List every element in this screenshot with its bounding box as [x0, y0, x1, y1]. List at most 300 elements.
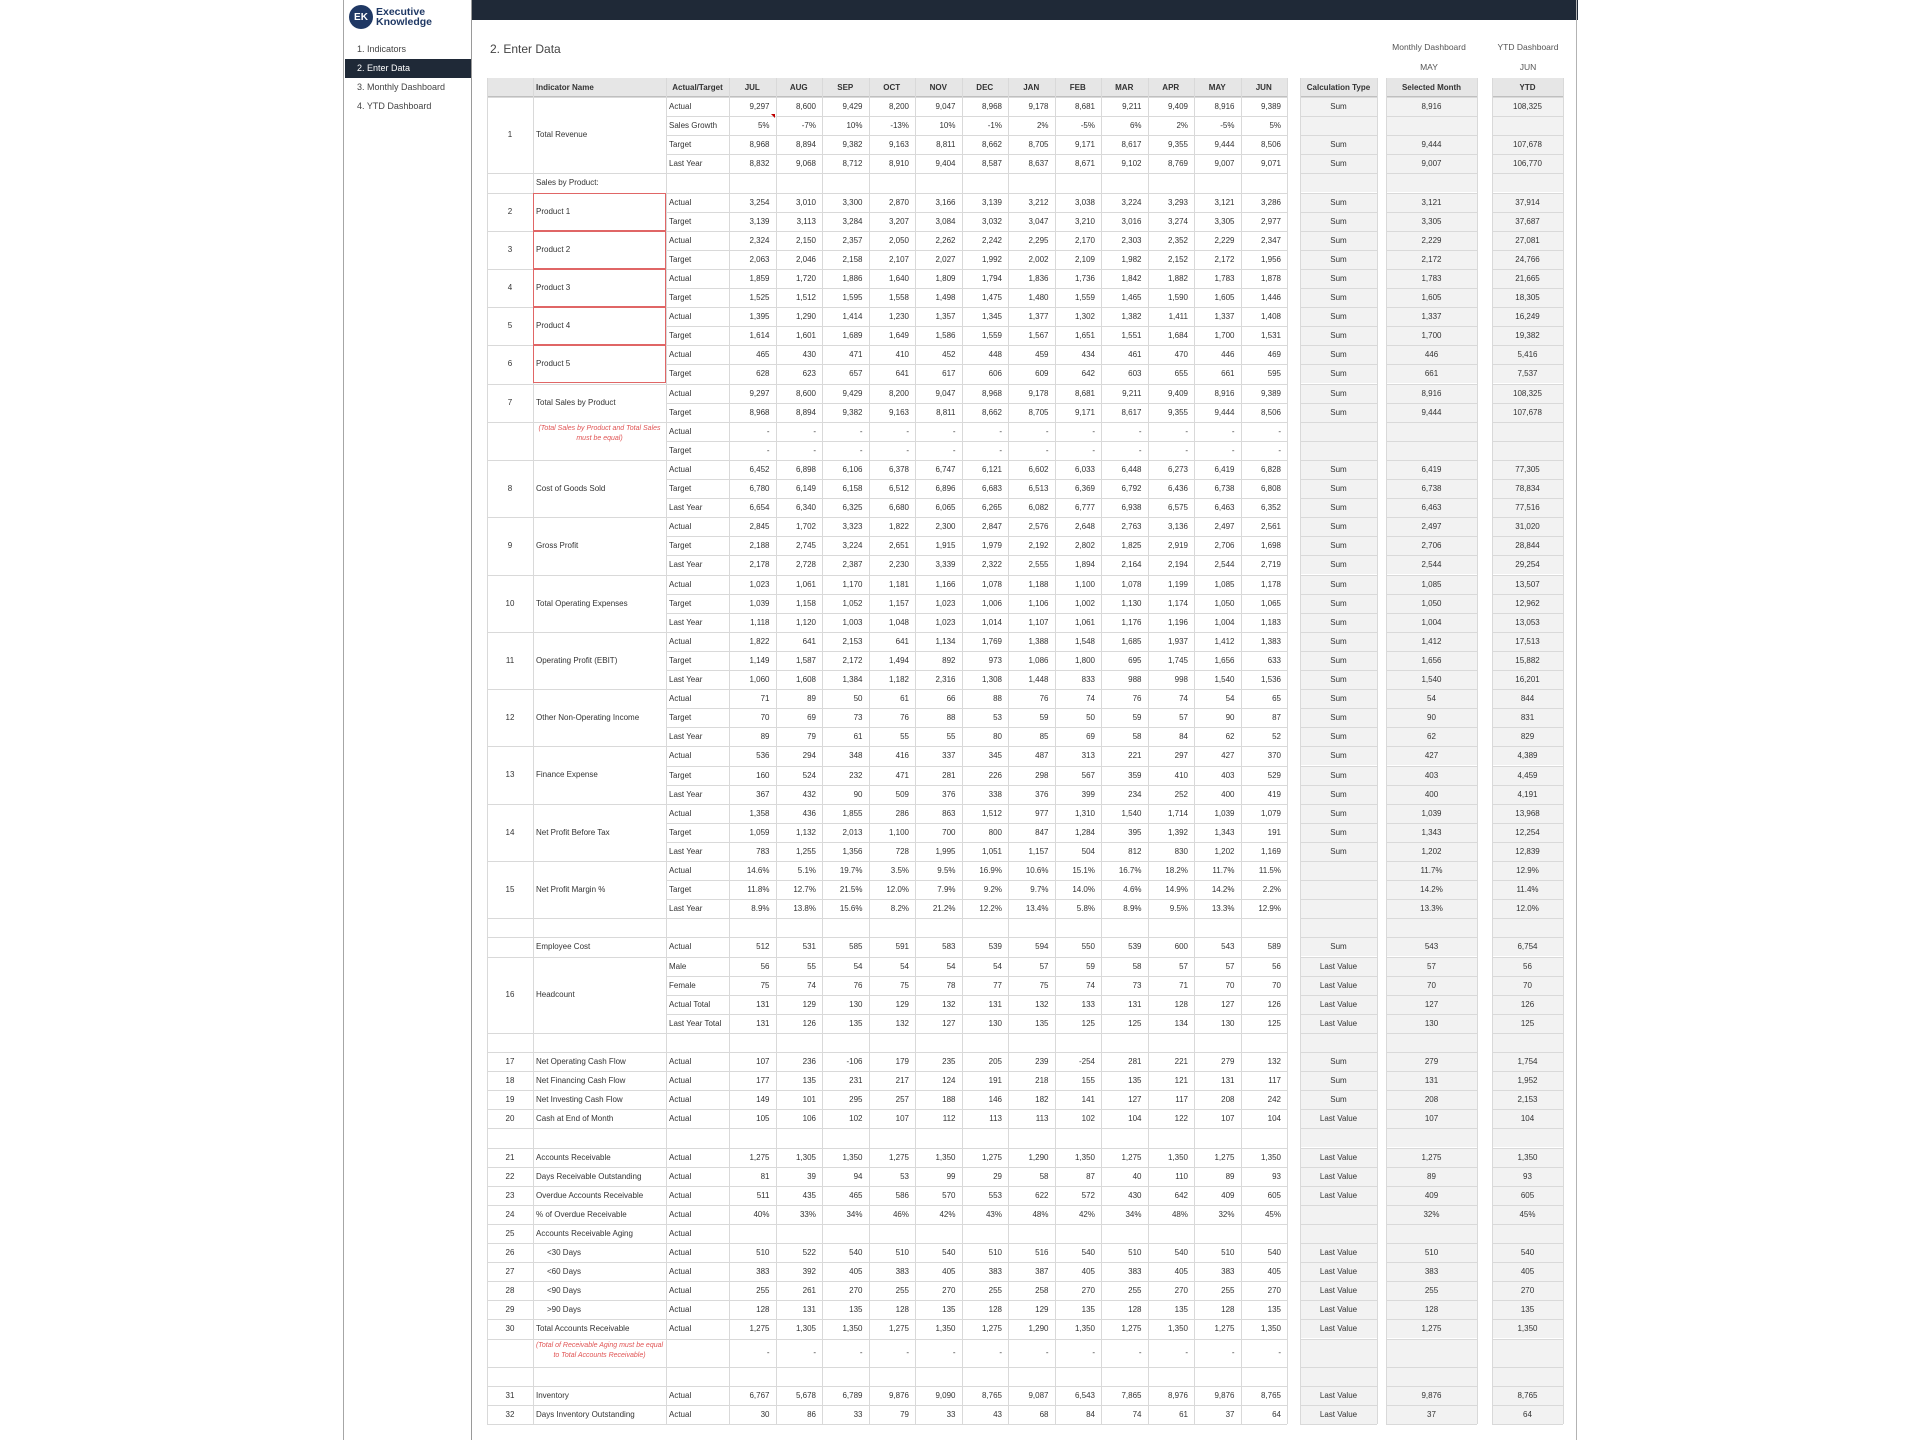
data-cell-oct[interactable]: 591	[895, 942, 909, 952]
indicator-name[interactable]: <30 Days	[547, 1248, 582, 1257]
data-cell-dec[interactable]: 6,121	[981, 464, 1002, 474]
data-cell-apr[interactable]: 655	[1174, 369, 1188, 379]
data-cell-jul[interactable]: 75	[760, 980, 770, 990]
data-cell-dec[interactable]: 8,968	[981, 388, 1002, 398]
data-cell-jan[interactable]: 609	[1035, 369, 1049, 379]
data-cell-feb[interactable]: 155	[1081, 1076, 1095, 1086]
data-cell-nov[interactable]: 66	[946, 694, 956, 704]
data-cell-jun[interactable]: 93	[1272, 1171, 1281, 1181]
data-cell-mar[interactable]: 6,448	[1121, 464, 1142, 474]
data-cell-nov[interactable]: 583	[942, 942, 956, 952]
data-cell-apr[interactable]: 1,882	[1167, 273, 1188, 283]
data-cell-dec[interactable]: 606	[988, 369, 1002, 379]
data-cell-jun[interactable]: 104	[1267, 1114, 1281, 1124]
data-cell-jul[interactable]: 1,118	[750, 617, 770, 627]
data-cell-jul[interactable]: 1,275	[749, 1152, 770, 1162]
data-cell-aug[interactable]: 2,728	[795, 560, 816, 570]
data-cell-oct[interactable]: 6,378	[888, 464, 909, 474]
data-cell-nov[interactable]: -	[952, 445, 956, 455]
data-cell-jul[interactable]: 71	[760, 694, 770, 704]
data-cell-apr[interactable]: 57	[1179, 713, 1188, 723]
data-cell-nov[interactable]: 9,404	[935, 159, 956, 169]
data-cell-oct[interactable]: 2,107	[888, 254, 909, 264]
data-cell-feb[interactable]: 313	[1081, 751, 1095, 761]
indicator-name[interactable]: Net Financing Cash Flow	[536, 1076, 626, 1086]
data-cell-nov[interactable]: 570	[942, 1190, 956, 1200]
data-cell-dec[interactable]: 131	[988, 999, 1002, 1009]
data-cell-jun[interactable]: 419	[1267, 789, 1281, 799]
data-cell-mar[interactable]: 6,792	[1121, 484, 1142, 493]
data-cell-nov[interactable]: 54	[946, 961, 956, 971]
data-cell-apr[interactable]: 6,273	[1167, 464, 1188, 474]
data-cell-dec[interactable]: 191	[988, 1076, 1002, 1086]
data-cell-jan[interactable]: 1,448	[1028, 675, 1049, 684]
data-cell-feb[interactable]: 2,170	[1074, 235, 1095, 245]
data-cell-sep[interactable]: 232	[849, 770, 863, 780]
data-cell-dec[interactable]: 146	[988, 1095, 1002, 1105]
data-cell-feb[interactable]: 50	[1086, 713, 1095, 723]
data-cell-jul[interactable]: 6,452	[749, 464, 770, 474]
data-cell-dec[interactable]: 205	[988, 1057, 1002, 1066]
data-cell-jan[interactable]: 2,192	[1028, 541, 1049, 551]
data-cell-jul[interactable]: 131	[756, 999, 770, 1009]
data-cell-may[interactable]: 1,004	[1214, 617, 1235, 627]
indicator-name[interactable]: Net Investing Cash Flow	[536, 1095, 623, 1105]
data-cell-mar[interactable]: 988	[1128, 675, 1142, 684]
data-cell-apr[interactable]: 3,293	[1167, 197, 1188, 207]
indicator-name[interactable]: Total Sales by Product	[536, 397, 616, 407]
data-cell-jan[interactable]: 594	[1035, 942, 1049, 952]
data-cell-aug[interactable]: 5,678	[795, 1391, 816, 1401]
data-cell-apr[interactable]: 135	[1174, 1305, 1188, 1315]
data-cell-sep[interactable]: 1,350	[842, 1324, 863, 1334]
data-cell-apr[interactable]: 1,714	[1167, 808, 1188, 818]
data-cell-may[interactable]: 510	[1221, 1248, 1235, 1257]
data-cell-oct[interactable]: 1,494	[888, 655, 909, 665]
data-cell-feb[interactable]: 9,171	[1074, 407, 1095, 417]
data-cell-mar[interactable]: -	[1138, 1347, 1142, 1357]
data-cell-jan[interactable]: 258	[1035, 1286, 1049, 1296]
data-cell-apr[interactable]: 8,976	[1167, 1391, 1188, 1401]
data-cell-oct[interactable]: 286	[895, 808, 909, 818]
indicator-name[interactable]: Total Accounts Receivable	[536, 1324, 630, 1334]
data-cell-jun[interactable]: 1,183	[1260, 617, 1281, 627]
data-cell-jul[interactable]: 8,968	[749, 407, 770, 417]
data-cell-jul[interactable]: 367	[756, 789, 770, 799]
data-cell-mar[interactable]: 1,465	[1121, 293, 1142, 302]
data-cell-oct[interactable]: 383	[895, 1267, 909, 1277]
data-cell-aug[interactable]: 33%	[799, 1209, 816, 1219]
data-cell-may[interactable]: 1,202	[1214, 846, 1235, 856]
data-cell-feb[interactable]: 1,350	[1074, 1324, 1095, 1334]
data-cell-jul[interactable]: 1,358	[749, 808, 770, 818]
data-cell-apr[interactable]: 128	[1174, 999, 1188, 1009]
data-cell-may[interactable]: 1,275	[1214, 1152, 1235, 1162]
data-cell-jun[interactable]: 370	[1267, 751, 1281, 761]
data-cell-mar[interactable]: 127	[1128, 1095, 1142, 1105]
data-cell-may[interactable]: 9,876	[1214, 1391, 1235, 1401]
data-cell-nov[interactable]: 135	[942, 1305, 956, 1315]
data-cell-apr[interactable]: 9,355	[1167, 407, 1188, 417]
data-cell-nov[interactable]: 1,023	[935, 617, 956, 627]
data-cell-feb[interactable]: 74	[1086, 694, 1095, 704]
data-cell-nov[interactable]: 1,134	[935, 636, 956, 646]
data-cell-aug[interactable]: 6,898	[795, 464, 816, 474]
data-cell-jul[interactable]: 9,297	[749, 388, 770, 398]
data-cell-dec[interactable]: 80	[993, 732, 1002, 742]
data-cell-feb[interactable]: 642	[1081, 369, 1095, 379]
data-cell-dec[interactable]: -	[999, 445, 1002, 455]
data-cell-nov[interactable]: 124	[942, 1076, 956, 1086]
data-cell-aug[interactable]: 2,745	[795, 541, 816, 551]
data-cell-mar[interactable]: 9,211	[1122, 388, 1142, 398]
data-cell-nov[interactable]: 1,498	[935, 293, 956, 302]
data-cell-feb[interactable]: 405	[1081, 1267, 1095, 1277]
data-cell-jun[interactable]	[1241, 1224, 1288, 1243]
data-cell-sep[interactable]: 270	[849, 1286, 863, 1296]
data-cell-nov[interactable]: 78	[946, 980, 956, 990]
data-cell-may[interactable]: 446	[1221, 350, 1235, 360]
data-cell-dec[interactable]: 3,139	[981, 197, 1002, 207]
data-cell-may[interactable]: 3,305	[1214, 216, 1235, 226]
data-cell-jun[interactable]: 1,536	[1260, 675, 1281, 684]
data-cell-mar[interactable]: -	[1138, 445, 1142, 455]
data-cell-may[interactable]: 1,656	[1214, 655, 1235, 665]
data-cell-jan[interactable]: 135	[1035, 1018, 1049, 1028]
data-cell-sep[interactable]: 50	[853, 694, 863, 704]
indicator-name[interactable]: Operating Profit (EBIT)	[536, 655, 618, 665]
data-cell-jul[interactable]: -	[766, 1347, 770, 1357]
data-cell-nov[interactable]: 2,027	[935, 254, 956, 264]
data-cell-jul[interactable]: 510	[756, 1248, 770, 1257]
data-cell-may[interactable]: -	[1231, 426, 1235, 436]
data-cell-mar[interactable]: 234	[1128, 789, 1142, 799]
data-cell-jun[interactable]: 70	[1272, 980, 1281, 990]
data-cell-aug[interactable]: 69	[807, 713, 816, 723]
data-cell-jul[interactable]: 2,063	[749, 254, 770, 264]
indicator-name[interactable]: Accounts Receivable Aging	[536, 1228, 633, 1238]
ytd-dashboard-link[interactable]: YTD Dashboard	[1497, 42, 1559, 52]
data-cell-oct[interactable]: 1,181	[888, 579, 909, 589]
data-cell-jun[interactable]: 6,352	[1260, 503, 1281, 513]
data-cell-aug[interactable]: 8,894	[795, 407, 816, 417]
data-cell-may[interactable]: 9,444	[1214, 140, 1235, 150]
data-cell-aug[interactable]: 236	[802, 1057, 816, 1066]
data-cell-aug[interactable]: 1,158	[795, 598, 816, 608]
data-cell-jul[interactable]: 512	[756, 942, 770, 952]
data-cell-sep[interactable]: 61	[853, 732, 863, 742]
data-cell-dec[interactable]: 448	[988, 350, 1002, 360]
data-cell-jul[interactable]: 536	[756, 751, 770, 761]
data-cell-mar[interactable]: 2,303	[1121, 235, 1142, 245]
data-cell-oct[interactable]: 3,207	[888, 216, 909, 226]
indicator-name[interactable]: Overdue Accounts Receivable	[536, 1190, 644, 1200]
data-cell-jan[interactable]: 6,082	[1028, 503, 1049, 513]
data-cell-sep[interactable]: 6,325	[842, 503, 863, 513]
data-cell-apr[interactable]: 74	[1179, 694, 1188, 704]
data-cell-jan[interactable]	[1008, 1224, 1055, 1243]
data-cell-aug[interactable]: 392	[802, 1267, 816, 1277]
data-cell-sep[interactable]: 2,172	[842, 655, 863, 665]
indicator-name[interactable]: <90 Days	[547, 1286, 582, 1296]
data-cell-jan[interactable]: 516	[1035, 1248, 1049, 1257]
data-cell-jul[interactable]: 105	[756, 1114, 770, 1124]
data-cell-oct[interactable]: 132	[895, 1018, 909, 1028]
data-cell-mar[interactable]: 2,164	[1121, 560, 1142, 570]
data-cell-mar[interactable]: 383	[1128, 1267, 1142, 1277]
data-cell-dec[interactable]: 3,032	[981, 216, 1002, 226]
data-cell-feb[interactable]: 2,648	[1074, 522, 1095, 532]
data-cell-jun[interactable]: 2,347	[1260, 235, 1281, 245]
data-cell-jun[interactable]: 589	[1267, 942, 1281, 952]
data-cell-apr[interactable]: 1,350	[1167, 1152, 1188, 1162]
data-cell-jun[interactable]: 540	[1267, 1248, 1281, 1257]
data-cell-feb[interactable]: 550	[1081, 942, 1095, 952]
data-cell-mar[interactable]: 6%	[1129, 121, 1142, 131]
data-cell-apr[interactable]: 71	[1179, 980, 1188, 990]
data-cell-may[interactable]: 107	[1221, 1114, 1235, 1124]
indicator-name[interactable]: Total Revenue	[536, 130, 588, 139]
data-cell-may[interactable]: 130	[1221, 1018, 1235, 1028]
data-cell-apr[interactable]: 2,194	[1167, 560, 1188, 570]
indicator-name[interactable]: Other Non-Operating Income	[536, 713, 640, 723]
data-cell-nov[interactable]	[915, 1224, 962, 1243]
data-cell-jan[interactable]: 9,087	[1028, 1391, 1049, 1401]
indicator-name[interactable]: % of Overdue Receivable	[536, 1209, 627, 1219]
data-cell-nov[interactable]: 42%	[939, 1209, 956, 1219]
data-cell-nov[interactable]: 21.2%	[932, 904, 956, 914]
data-cell-feb[interactable]: 1,651	[1074, 331, 1095, 341]
data-cell-jun[interactable]: 405	[1267, 1267, 1281, 1277]
data-cell-dec[interactable]: 8,587	[981, 159, 1002, 169]
data-cell-mar[interactable]: 539	[1128, 942, 1142, 952]
data-cell-jun[interactable]: 469	[1267, 350, 1281, 360]
data-cell-feb[interactable]: 399	[1081, 789, 1095, 799]
data-cell-oct[interactable]: -	[906, 426, 909, 436]
data-cell-apr[interactable]: 1,590	[1167, 293, 1188, 302]
data-cell-mar[interactable]: 3,224	[1121, 197, 1142, 207]
data-cell-may[interactable]: 57	[1225, 961, 1235, 971]
data-cell-oct[interactable]	[869, 1224, 916, 1243]
indicator-name[interactable]: Net Profit Margin %	[536, 885, 606, 894]
data-cell-apr[interactable]: 540	[1174, 1248, 1188, 1257]
data-cell-mar[interactable]: 2,763	[1121, 522, 1142, 532]
data-cell-dec[interactable]: 1,475	[981, 293, 1002, 302]
data-cell-aug[interactable]: 1,290	[795, 312, 816, 322]
data-cell-jan[interactable]: 129	[1035, 1305, 1049, 1315]
data-cell-jan[interactable]: 1,480	[1028, 293, 1049, 302]
data-cell-aug[interactable]: 6,340	[795, 503, 816, 513]
data-cell-feb[interactable]: 270	[1081, 1286, 1095, 1296]
data-cell-jan[interactable]: 977	[1035, 808, 1049, 818]
data-cell-dec[interactable]: 973	[988, 655, 1002, 665]
data-cell-nov[interactable]: 1,995	[935, 846, 956, 856]
data-cell-feb[interactable]: 6,033	[1074, 464, 1095, 474]
data-cell-nov[interactable]: 3,084	[935, 216, 956, 226]
data-cell-aug[interactable]: 1,120	[795, 617, 816, 627]
data-cell-nov[interactable]: 700	[942, 827, 956, 837]
data-cell-nov[interactable]: 863	[942, 808, 956, 818]
data-cell-nov[interactable]: 9,090	[935, 1391, 956, 1401]
data-cell-oct[interactable]: 107	[895, 1114, 909, 1124]
data-cell-nov[interactable]: 112	[942, 1114, 956, 1124]
indicator-name[interactable]: Net Profit Before Tax	[536, 827, 610, 837]
data-cell-may[interactable]: 90	[1225, 713, 1235, 723]
data-cell-oct[interactable]: 1,048	[888, 617, 909, 627]
data-cell-sep[interactable]: 1,384	[842, 675, 863, 684]
data-cell-feb[interactable]: 833	[1081, 675, 1095, 684]
data-cell-jun[interactable]: 1,169	[1260, 846, 1281, 856]
data-cell-oct[interactable]: 2,870	[888, 197, 909, 207]
data-cell-jan[interactable]: 1,290	[1028, 1152, 1049, 1162]
data-cell-may[interactable]: 62	[1225, 732, 1235, 742]
data-cell-feb[interactable]: 84	[1086, 1410, 1095, 1420]
data-cell-mar[interactable]: 9,211	[1122, 102, 1142, 111]
data-cell-mar[interactable]: 9,102	[1121, 159, 1142, 169]
data-cell-mar[interactable]: 1,842	[1121, 273, 1142, 283]
data-cell-mar[interactable]: 395	[1128, 827, 1142, 837]
data-cell-jun[interactable]: 87	[1272, 713, 1281, 723]
data-cell-sep[interactable]: 9,382	[842, 407, 863, 417]
data-cell-oct[interactable]: 1,558	[888, 293, 909, 302]
data-cell-may[interactable]: 1,700	[1214, 331, 1235, 341]
indicator-name[interactable]: Product 3	[536, 282, 571, 292]
data-cell-jun[interactable]: 6,808	[1260, 484, 1281, 493]
data-cell-sep[interactable]: 9,429	[842, 388, 863, 398]
data-cell-may[interactable]: -	[1231, 445, 1235, 455]
data-cell-jul[interactable]: 465	[756, 350, 770, 360]
data-cell-jun[interactable]: -	[1278, 445, 1281, 455]
data-cell-jun[interactable]: 595	[1267, 369, 1281, 379]
data-cell-jun[interactable]: 1,350	[1260, 1152, 1281, 1162]
data-cell-aug[interactable]: 435	[802, 1190, 816, 1200]
data-cell-may[interactable]: -	[1231, 1347, 1235, 1357]
data-cell-oct[interactable]: 8,200	[888, 102, 909, 111]
data-cell-aug[interactable]: 1,587	[795, 655, 816, 665]
data-cell-jan[interactable]: 459	[1035, 350, 1049, 360]
data-cell-aug[interactable]: 3,010	[795, 197, 816, 207]
data-cell-dec[interactable]: 1,979	[981, 541, 1002, 551]
data-cell-feb[interactable]: 1,350	[1074, 1152, 1095, 1162]
data-cell-apr[interactable]: 600	[1174, 942, 1188, 952]
data-cell-nov[interactable]: -	[952, 1347, 956, 1357]
data-cell-jun[interactable]: -	[1278, 1347, 1281, 1357]
data-cell-mar[interactable]: 430	[1128, 1190, 1142, 1200]
data-cell-jan[interactable]: 6,513	[1028, 484, 1049, 493]
data-cell-apr[interactable]: 6,575	[1167, 503, 1188, 513]
data-cell-aug[interactable]: 641	[802, 636, 816, 646]
data-cell-aug[interactable]: 8,600	[795, 102, 816, 111]
data-cell-apr[interactable]: 2,352	[1167, 235, 1188, 245]
data-cell-dec[interactable]: 1,794	[981, 273, 1002, 283]
data-cell-apr[interactable]: 1,937	[1167, 636, 1188, 646]
data-cell-jul[interactable]: 177	[756, 1076, 770, 1086]
data-cell-jun[interactable]: 1,408	[1260, 312, 1281, 322]
data-cell-oct[interactable]: 6,512	[888, 484, 909, 493]
data-cell-sep[interactable]: 6,158	[842, 484, 863, 493]
data-cell-aug[interactable]: 13.8%	[793, 904, 816, 914]
data-cell-may[interactable]: 409	[1221, 1190, 1235, 1200]
data-cell-sep[interactable]: 73	[853, 713, 863, 723]
data-cell-jun[interactable]: 45%	[1264, 1209, 1281, 1219]
data-cell-may[interactable]: 403	[1221, 770, 1235, 780]
indicator-name[interactable]: Finance Expense	[536, 770, 598, 780]
data-cell-dec[interactable]: 130	[988, 1018, 1002, 1028]
data-cell-aug[interactable]: 436	[802, 808, 816, 818]
data-cell-apr[interactable]: 117	[1175, 1095, 1188, 1105]
data-cell-jan[interactable]: 622	[1035, 1190, 1049, 1200]
data-cell-apr[interactable]: 221	[1174, 1057, 1188, 1066]
data-cell-jun[interactable]: 9,389	[1260, 388, 1281, 398]
data-cell-jan[interactable]: 75	[1039, 980, 1049, 990]
data-cell-jun[interactable]: 8,506	[1260, 140, 1281, 150]
data-cell-dec[interactable]: 43	[993, 1410, 1002, 1420]
data-cell-aug[interactable]: 2,046	[795, 254, 816, 264]
data-cell-aug[interactable]: -7%	[801, 121, 816, 131]
data-cell-apr[interactable]: 830	[1174, 846, 1188, 856]
data-cell-aug[interactable]: 294	[802, 751, 816, 761]
data-cell-sep[interactable]: 102	[849, 1114, 863, 1124]
data-cell-sep[interactable]: 1,052	[842, 598, 863, 608]
indicator-name[interactable]: Headcount	[536, 989, 575, 999]
data-cell-sep[interactable]: 54	[853, 961, 863, 971]
indicator-name[interactable]: Accounts Receivable	[536, 1152, 611, 1162]
data-cell-jan[interactable]: 1,107	[1028, 617, 1049, 627]
data-cell-apr[interactable]: 1,350	[1167, 1324, 1188, 1334]
data-cell-sep[interactable]: 3,224	[842, 541, 863, 551]
data-cell-aug[interactable]: 1,305	[795, 1152, 816, 1162]
data-cell-mar[interactable]: 58	[1132, 732, 1142, 742]
data-cell-apr[interactable]: 2%	[1176, 121, 1188, 131]
data-cell-jun[interactable]: 605	[1267, 1190, 1281, 1200]
data-cell-jul[interactable]	[729, 1224, 776, 1243]
data-cell-oct[interactable]: 2,230	[888, 560, 909, 570]
data-cell-apr[interactable]: 3,136	[1167, 522, 1188, 532]
data-cell-nov[interactable]: 132	[942, 999, 956, 1009]
data-cell-apr[interactable]: 8,769	[1167, 159, 1188, 169]
data-cell-dec[interactable]: 16.9%	[979, 866, 1002, 875]
data-cell-jul[interactable]: 9,297	[749, 102, 770, 111]
data-cell-mar[interactable]: 3,016	[1121, 216, 1142, 226]
data-cell-oct[interactable]: -13%	[890, 121, 909, 131]
data-cell-aug[interactable]: 135	[802, 1076, 816, 1086]
sidebar-item-monthly-dashboard[interactable]: 3. Monthly Dashboard	[357, 82, 446, 92]
data-cell-jul[interactable]: 11.8%	[747, 885, 770, 895]
data-cell-apr[interactable]: 121	[1174, 1076, 1188, 1086]
data-cell-jan[interactable]: 68	[1039, 1410, 1049, 1420]
data-cell-dec[interactable]: 255	[988, 1286, 1002, 1296]
data-cell-jul[interactable]: 30	[760, 1410, 770, 1420]
data-cell-sep[interactable]: -	[859, 426, 863, 436]
data-cell-sep[interactable]: 540	[849, 1248, 863, 1257]
monthly-dashboard-month[interactable]: MAY	[1420, 62, 1438, 72]
data-cell-jul[interactable]: 383	[756, 1267, 770, 1277]
data-cell-may[interactable]: 70	[1225, 980, 1235, 990]
data-cell-may[interactable]: 255	[1221, 1286, 1235, 1296]
data-cell-oct[interactable]: 1,649	[888, 331, 909, 341]
data-cell-sep[interactable]: 2,357	[842, 235, 863, 245]
sidebar-item-ytd-dashboard[interactable]: 4. YTD Dashboard	[357, 101, 432, 111]
data-cell-nov[interactable]: 6,747	[935, 464, 956, 474]
data-cell-sep[interactable]: 471	[849, 350, 863, 360]
data-cell-jan[interactable]: -	[1045, 426, 1049, 436]
data-cell-mar[interactable]: 695	[1128, 655, 1142, 665]
data-cell-jan[interactable]: 1,290	[1028, 1324, 1049, 1334]
data-cell-oct[interactable]: 6,680	[888, 503, 909, 513]
data-cell-may[interactable]: 1,275	[1214, 1324, 1235, 1334]
data-cell-sep[interactable]: 94	[853, 1171, 863, 1181]
data-cell-dec[interactable]: 88	[993, 694, 1002, 704]
